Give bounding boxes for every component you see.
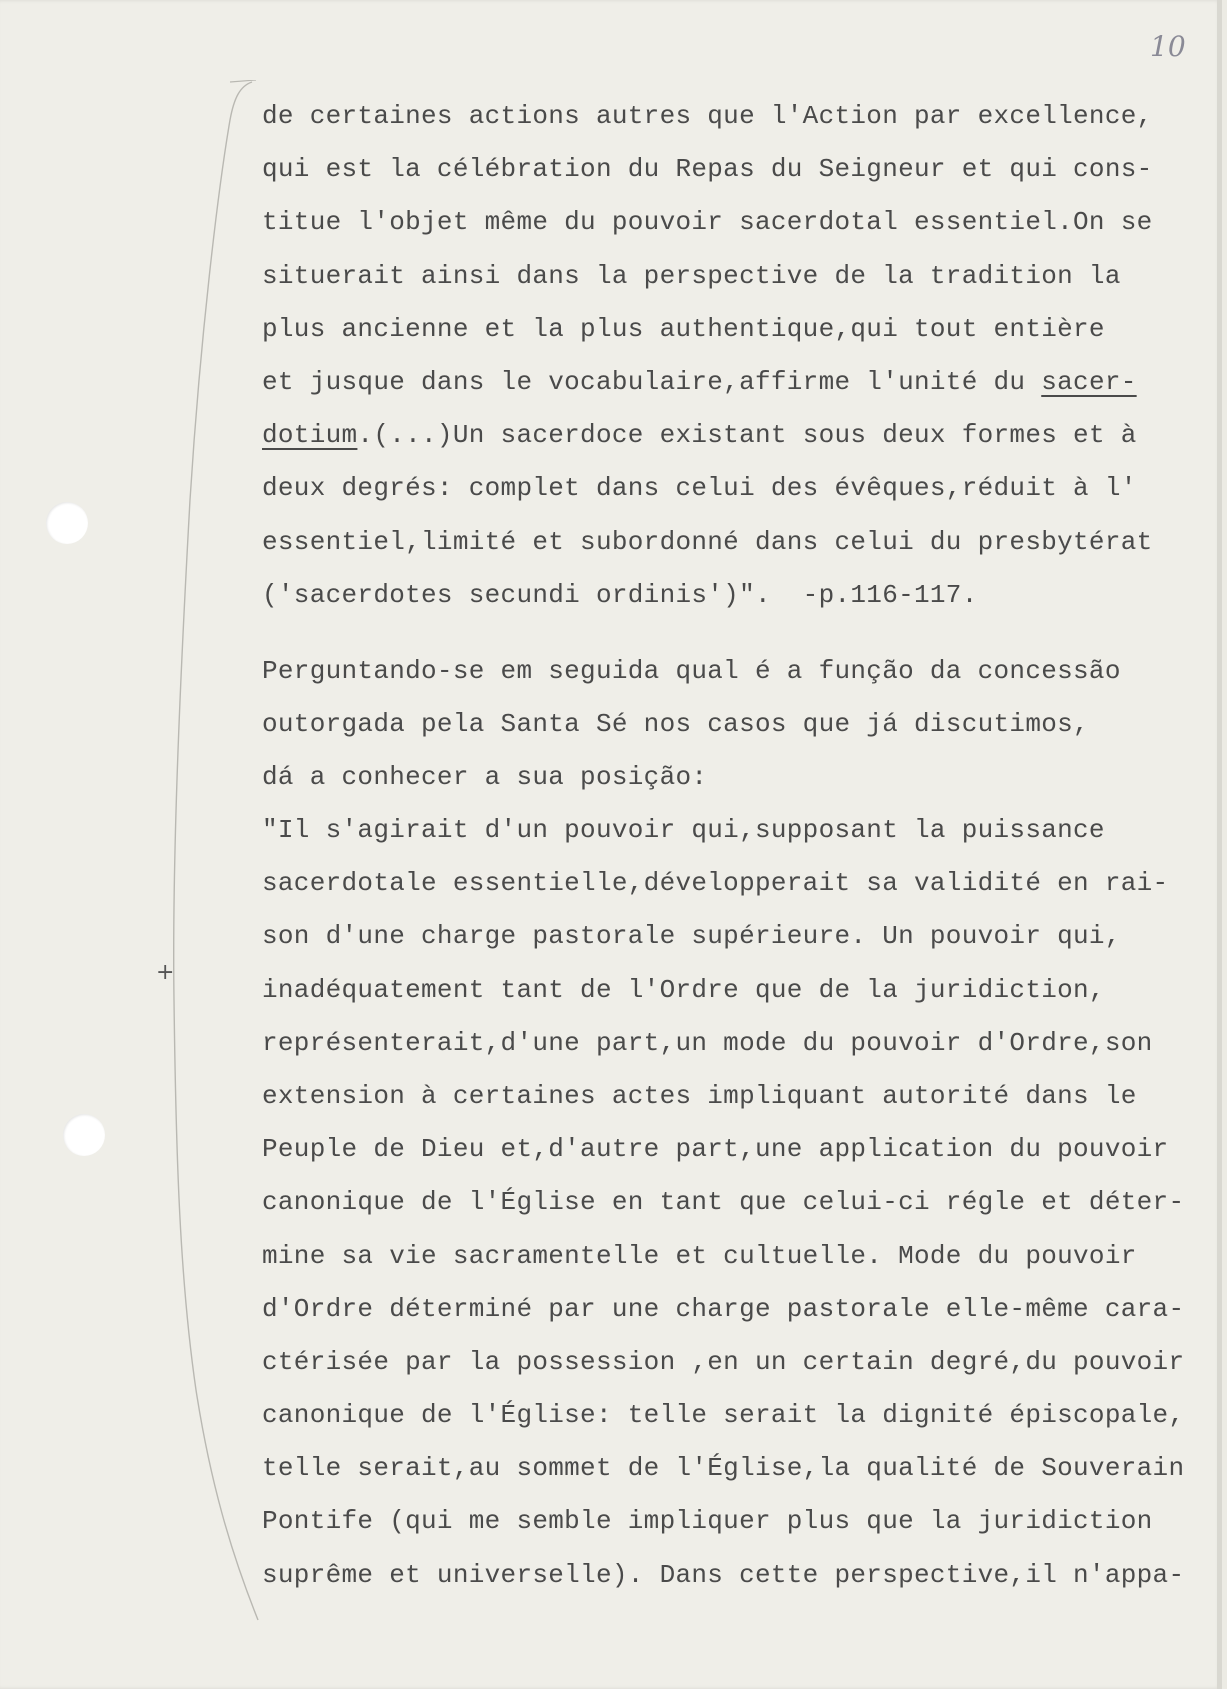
french-quote-paragraph-2: [262, 804, 1184, 1602]
french-quote-paragraph-1: [262, 90, 1153, 622]
text-line: "Il s'agirait d'un pouvoir qui,supposant la puissance: [262, 815, 1105, 845]
text-line: Peuple de Dieu et,d'autre part,une application du pouvoir: [262, 1134, 1169, 1165]
underlined-word: sacer-: [1041, 366, 1137, 397]
text-line: deux degrés: complet dans celui des évêques,réduit à l': [262, 473, 1137, 504]
text-line: canonique de l'Église: telle serait la dignité épiscopale,: [262, 1400, 1185, 1431]
text-line: situerait ainsi dans la perspective de la tradition la: [262, 260, 1121, 291]
page-edge: [1217, 0, 1222, 1689]
text-line: essentiel,limité et subordonné dans celui du presbytérat: [262, 526, 1153, 557]
page-number: 10: [1150, 30, 1186, 63]
text-line: ctérisée par la possession ,en un certain degré,du pouvoir: [262, 1346, 1185, 1377]
text-line: titue l'objet même du pouvoir sacerdotal essentiel.On se: [262, 207, 1153, 238]
text-line: d'Ordre déterminé par une charge pastorale elle-même cara-: [262, 1293, 1185, 1324]
margin-pencil-line: [160, 80, 270, 1640]
text-segment: et jusque dans le vocabulaire,affirme l'unité du: [262, 366, 1042, 397]
portuguese-paragraph: [262, 645, 1121, 805]
text-line: mine sa vie sacramentelle et cultuelle. Mode du pouvoir: [262, 1240, 1137, 1271]
margin-plus-mark: +: [156, 960, 175, 985]
text-line: Pontife (qui me semble impliquer plus que la juridiction: [262, 1506, 1153, 1537]
text-line: qui est la célébration du Repas du Seigneur et qui cons-: [262, 154, 1153, 185]
text-line: de certaines actions autres que l'Action par excellence,: [262, 101, 1153, 131]
text-line: suprême et universelle). Dans cette perspective,il n'appa-: [262, 1559, 1185, 1590]
punch-hole: [46, 502, 88, 544]
text-line: plus ancienne et la plus authentique,qui tout entière: [262, 313, 1105, 344]
punch-hole: [63, 1114, 105, 1156]
text-line: telle serait,au sommet de l'Église,la qualité de Souverain: [262, 1453, 1185, 1484]
text-line: canonique de l'Église en tant que celui-ci régle et déter-: [262, 1187, 1185, 1218]
text-line: outorgada pela Santa Sé nos casos que já discutimos,: [262, 709, 1089, 740]
text-line: Perguntando-se em seguida qual é a função da concessão: [262, 656, 1121, 686]
text-line: extension à certaines actes impliquant autorité dans le: [262, 1080, 1137, 1111]
text-segment: .(...)Un sacerdoce existant sous deux formes et à: [357, 420, 1137, 451]
text-line: sacerdotale essentielle,développerait sa validité en rai-: [262, 868, 1169, 899]
underlined-word: dotium: [262, 420, 358, 451]
text-line: son d'une charge pastorale supérieure. Un pouvoir qui,: [262, 921, 1121, 952]
text-line: inadéquatement tant de l'Ordre que de la juridiction,: [262, 974, 1105, 1005]
text-line: [262, 356, 1153, 409]
text-line: ('sacerdotes secundi ordinis')". -p.116-117.: [262, 579, 978, 610]
text-line: dá a conhecer a sua posição:: [262, 762, 708, 793]
text-line: représenterait,d'une part,un mode du pouvoir d'Ordre,son: [262, 1027, 1153, 1058]
text-line: [262, 409, 1153, 462]
